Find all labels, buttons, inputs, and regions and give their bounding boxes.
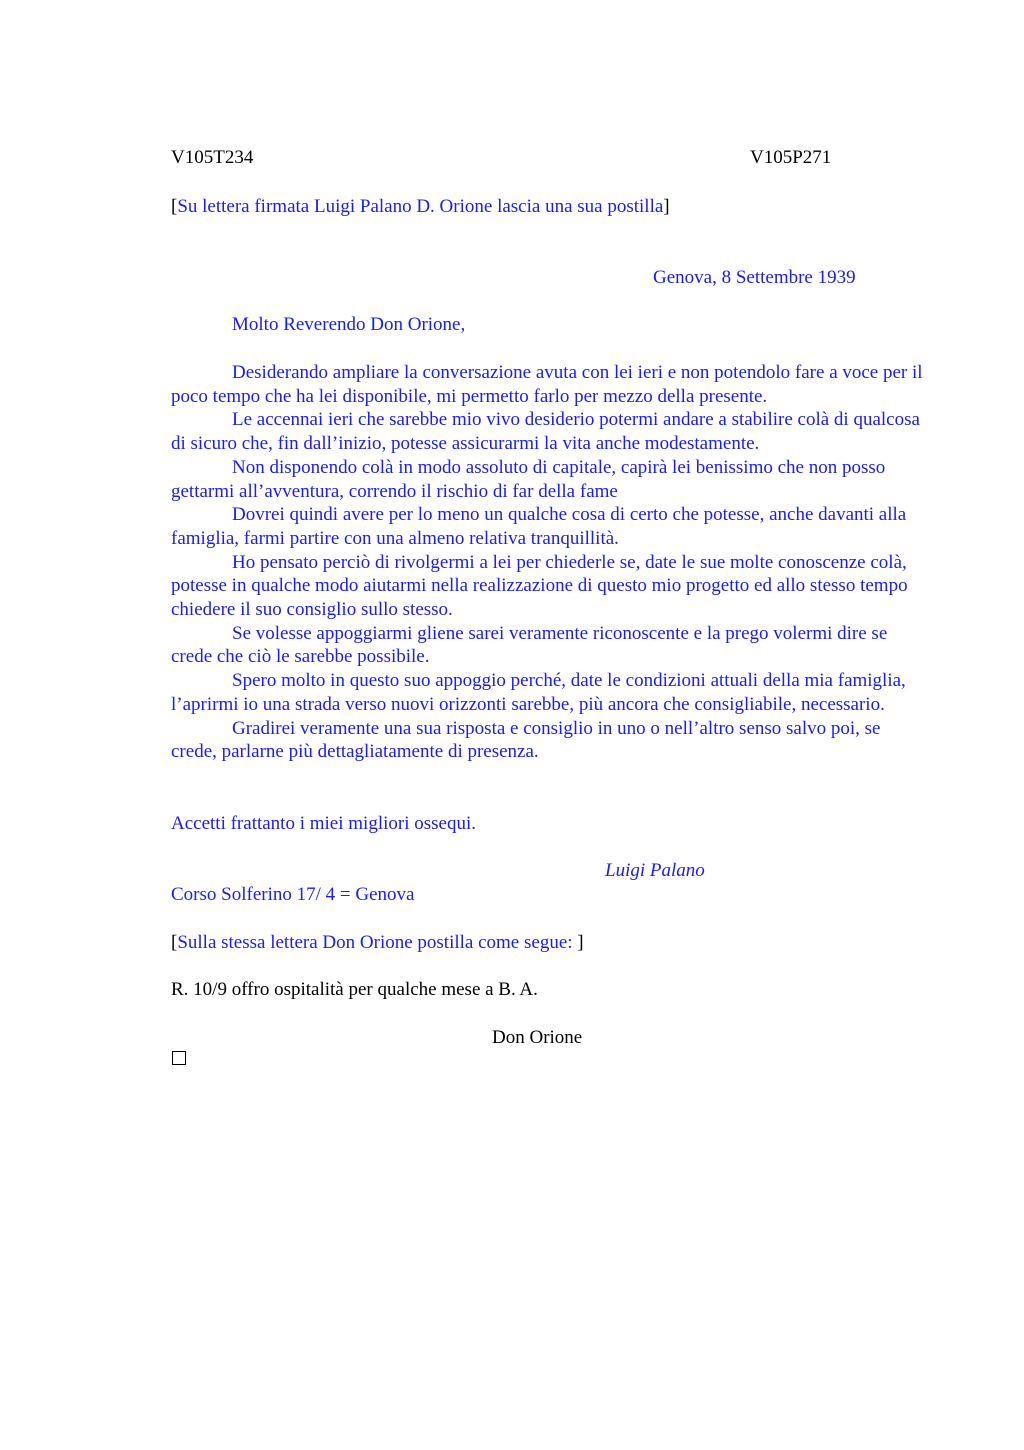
- left-archive-code: V105T234: [171, 147, 254, 168]
- intro-note-text: Su lettera firmata Luigi Palano D. Orione lascia una sua postilla: [177, 196, 664, 217]
- paragraph: Gradirei veramente una sua risposta e consiglio in uno o nell’altro senso salvo poi, se crede, parlarne più dettagliatamente di presenza.: [171, 717, 881, 763]
- postscript-text: R. 10/9 offro ospitalità per qualche mese a B. A.: [171, 979, 538, 1000]
- bracket-open: [: [171, 932, 178, 953]
- paragraph: Ho pensato perciò di rivolgermi a lei per chiederle se, date le sue molte conoscenze colà, potesse in qualche modo aiutarmi nella realizzazione di questo mio progetto ed allo stesso tempo chiedere il suo consiglio sullo stesso.: [171, 551, 908, 621]
- paragraph: Spero molto in questo suo appoggio perché, date le condizioni attuali della mia famiglia, l’aprirmi io una strada verso nuovi orizzonti sarebbe, più ancora che consigliabile, necessario.: [171, 670, 906, 715]
- closing-line: Accetti frattanto i miei migliori ossequi.: [171, 813, 476, 834]
- place-date: Genova, 8 Settembre 1939: [653, 267, 856, 288]
- bracket-open: [: [171, 196, 178, 217]
- paragraph: Le accennai ieri che sarebbe mio vivo desiderio potermi andare a stabilire colà di qualcosa di sicuro che, fin dall’inizio, potesse assicurarmi la vita anche modestamente.: [171, 409, 920, 455]
- intro-note: [171, 195, 670, 219]
- paragraph: Non disponendo colà in modo assoluto di capitale, capirà lei benissimo che non posso gettarmi all’avventura, correndo il rischio di far della fame: [171, 456, 886, 502]
- letter-body: [171, 361, 931, 764]
- sender-address: Corso Solferino 17/ 4 = Genova: [171, 884, 415, 905]
- second-note: [171, 931, 584, 955]
- bracket-close: ]: [663, 196, 670, 217]
- paragraph: Dovrei quindi avere per lo meno un qualche cosa di certo che potesse, anche davanti alla famiglia, farmi partire con una almeno relativa tranquillità.: [171, 504, 907, 549]
- empty-square-icon: [172, 1051, 186, 1065]
- second-note-text: Sulla stessa lettera Don Orione postilla come segue:: [177, 932, 578, 953]
- paragraph: Se volesse appoggiarmi gliene sarei veramente riconoscente e la prego volermi dire se crede che ciò le sarebbe possibile.: [171, 622, 888, 668]
- bracket-close: ]: [577, 932, 584, 953]
- right-archive-code: V105P271: [750, 147, 832, 168]
- postscript-signature: Don Orione: [492, 1027, 583, 1048]
- paragraph: Desiderando ampliare la conversazione avuta con lei ieri e non potendolo fare a voce per il poco tempo che ha lei disponibile, mi permetto farlo per mezzo della presente.: [171, 362, 923, 407]
- sender-signature: Luigi Palano: [605, 860, 705, 881]
- salutation: Molto Reverendo Don Orione,: [232, 314, 466, 335]
